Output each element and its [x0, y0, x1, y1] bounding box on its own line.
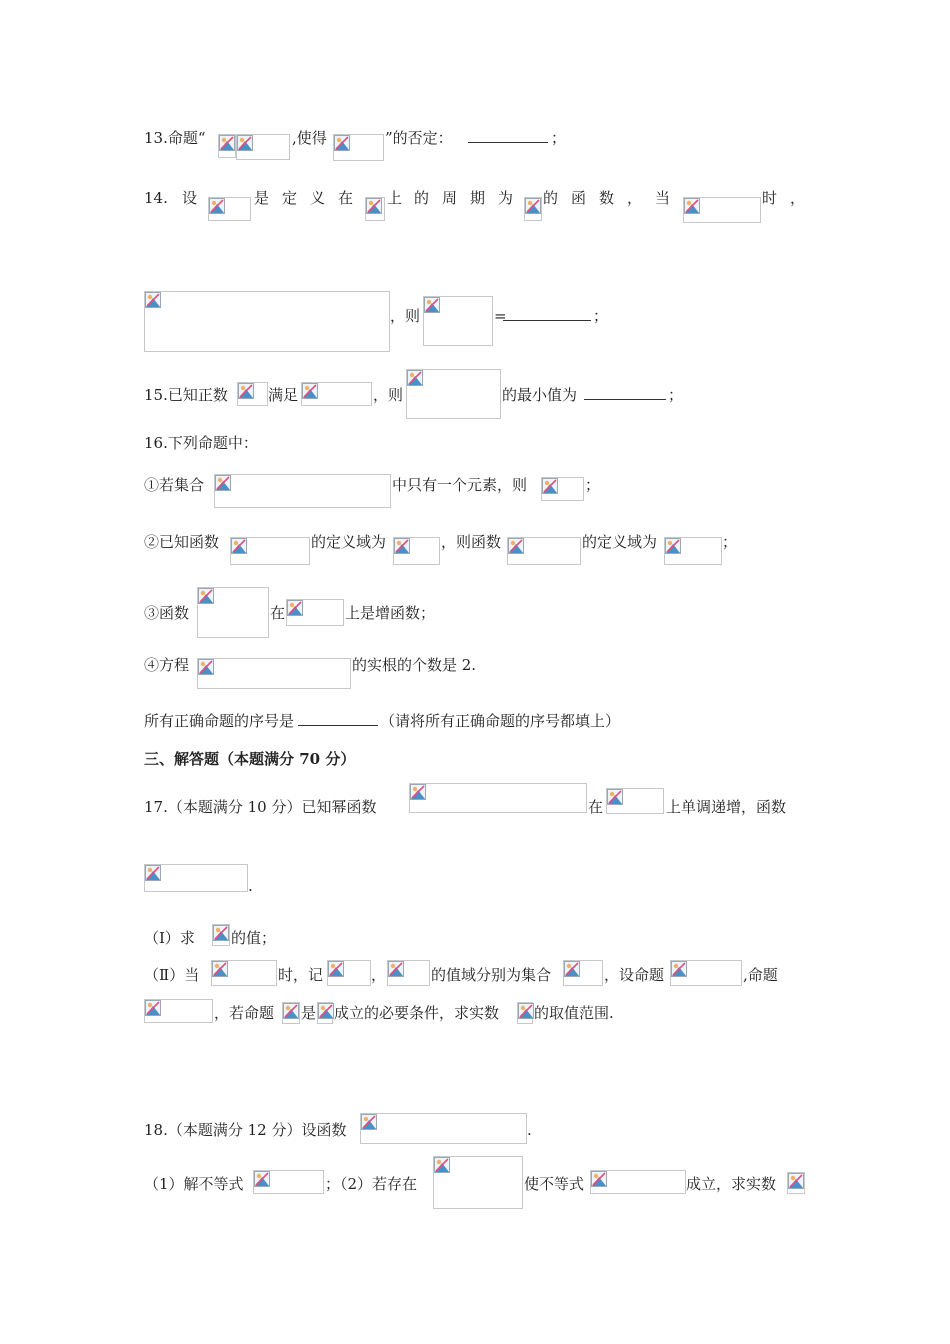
q17-part: 时，记 [278, 966, 324, 984]
q17-text: 17.（本题满分 10 分）已知幂函数 [144, 798, 377, 816]
answer-blank [468, 128, 548, 148]
q13-text-c: ”的否定： [385, 129, 453, 147]
formula-image [787, 1172, 805, 1194]
q17-text: 上单调递增，函数 [666, 798, 787, 816]
q17-part: ，设命题 [604, 966, 665, 984]
formula-image [327, 960, 371, 986]
formula-image [282, 1002, 300, 1024]
q14-word: 义 [310, 189, 326, 207]
formula-image [218, 134, 236, 158]
q16-item-text: ； [722, 533, 738, 551]
q18-text: 使不等式 [524, 1175, 585, 1193]
q17-part: ,命题 [743, 966, 778, 984]
q16-item-text: 的定义域为 [311, 533, 387, 551]
q17-part: （Ⅰ）求 [144, 929, 195, 947]
formula-image [683, 197, 761, 223]
q14-word: 是 [254, 189, 270, 207]
formula-image [236, 134, 290, 160]
q17-part: 的取值范围. [534, 1004, 614, 1022]
formula-image [286, 599, 344, 626]
q16-ask: （请将所有正确命题的序号都填上） [380, 712, 621, 730]
formula-image [590, 1170, 686, 1194]
q16-item-text: 中只有一个元素，则 [392, 476, 528, 494]
formula-image [144, 864, 248, 892]
q18-text: 成立，求实数 [686, 1175, 777, 1193]
formula-image [670, 960, 742, 986]
formula-image [214, 474, 391, 508]
formula-image [144, 999, 213, 1023]
q14-word: 时 [762, 189, 778, 207]
q17-part: ， [371, 966, 387, 984]
q13-tail: ； [551, 129, 567, 147]
q14-word: 期 [470, 189, 486, 207]
q15-text: 的最小值为 [502, 386, 578, 404]
formula-image [360, 1113, 527, 1144]
q14-word: 为 [498, 189, 514, 207]
q18-text: ；（2）若存在 [325, 1175, 418, 1193]
answer-blank [584, 385, 666, 405]
q13-text-a: 13.命题“ [144, 129, 206, 147]
formula-image [507, 537, 581, 565]
q16-item-text: ④方程 [144, 656, 190, 674]
q17-part: 成立的必要条件，求实数 [334, 1004, 500, 1022]
formula-image [393, 537, 440, 565]
formula-image [433, 1156, 523, 1209]
q17-text: 在 [588, 798, 604, 816]
q14-word: 定 [282, 189, 298, 207]
formula-image [253, 1170, 324, 1194]
q18-text: （1）解不等式 [144, 1175, 244, 1193]
q17-text: . [248, 877, 253, 895]
q17-part: （Ⅱ）当 [144, 966, 200, 984]
formula-image [606, 788, 664, 814]
q14-then: ，则 [390, 307, 421, 325]
q18-text: 18.（本题满分 12 分）设函数 [144, 1121, 347, 1139]
q14-word: 函 [571, 189, 587, 207]
q16-ask: 所有正确命题的序号是 [144, 712, 295, 730]
formula-image [563, 960, 603, 986]
q16-item-text: ，则函数 [441, 533, 502, 551]
formula-image [541, 477, 584, 501]
formula-image [211, 960, 277, 986]
q17-part: 是 [301, 1004, 317, 1022]
formula-image [365, 197, 385, 221]
q15-text: 15.已知正数 [144, 386, 228, 404]
formula-image [301, 382, 372, 406]
formula-image [144, 291, 390, 352]
q18-text: . [527, 1121, 532, 1139]
formula-image [409, 783, 587, 813]
formula-image [212, 924, 230, 946]
formula-image [664, 537, 722, 565]
q16-item-text: 上是增函数； [345, 604, 436, 622]
q15-text: ，则 [373, 386, 404, 404]
formula-image [317, 1002, 333, 1024]
q16-item-text: ②已知函数 [144, 533, 220, 551]
formula-image [197, 587, 269, 638]
formula-image [524, 197, 542, 221]
formula-image [208, 197, 251, 221]
q14-word: ， [790, 189, 806, 207]
q17-part: 的值域分别为集合 [431, 966, 552, 984]
formula-image [423, 296, 493, 346]
q14-word: 的 [543, 189, 559, 207]
q14-eq: = [494, 307, 507, 325]
q16-item-text: 的定义域为 [582, 533, 658, 551]
q14-word: 在 [338, 189, 354, 207]
q14-word: 上 [387, 189, 403, 207]
q15-text: 满足 [268, 386, 299, 404]
section-heading: 三、解答题（本题满分 70 分） [144, 750, 356, 768]
q16-item-text: ③函数 [144, 604, 190, 622]
answer-blank [503, 306, 591, 326]
q14-tail: ； [593, 307, 609, 325]
q14-word: ， [627, 189, 643, 207]
q14-word: 当 [655, 189, 671, 207]
formula-image [197, 658, 351, 689]
q16-head: 16.下列命题中： [144, 434, 258, 452]
q14-word: 周 [442, 189, 458, 207]
answer-blank [298, 711, 378, 731]
q17-part: 的值； [231, 929, 277, 947]
q15-text: ； [668, 386, 684, 404]
formula-image [237, 382, 268, 406]
q14-word: 设 [182, 189, 198, 207]
q16-item-text: ①若集合 [144, 476, 205, 494]
formula-image [230, 537, 310, 565]
q16-item-text: 在 [270, 604, 286, 622]
q13-text-b: ,使得 [292, 129, 327, 147]
q14-word: 数 [599, 189, 615, 207]
formula-image [406, 369, 501, 419]
formula-image [517, 1002, 533, 1024]
q14-label: 14. [144, 189, 168, 207]
q16-item-text: 的实根的个数是 2. [352, 656, 477, 674]
q16-item-text: ； [585, 476, 601, 494]
q14-word: 的 [414, 189, 430, 207]
q17-part: ，若命题 [214, 1004, 275, 1022]
formula-image [333, 134, 384, 161]
formula-image [387, 960, 430, 986]
